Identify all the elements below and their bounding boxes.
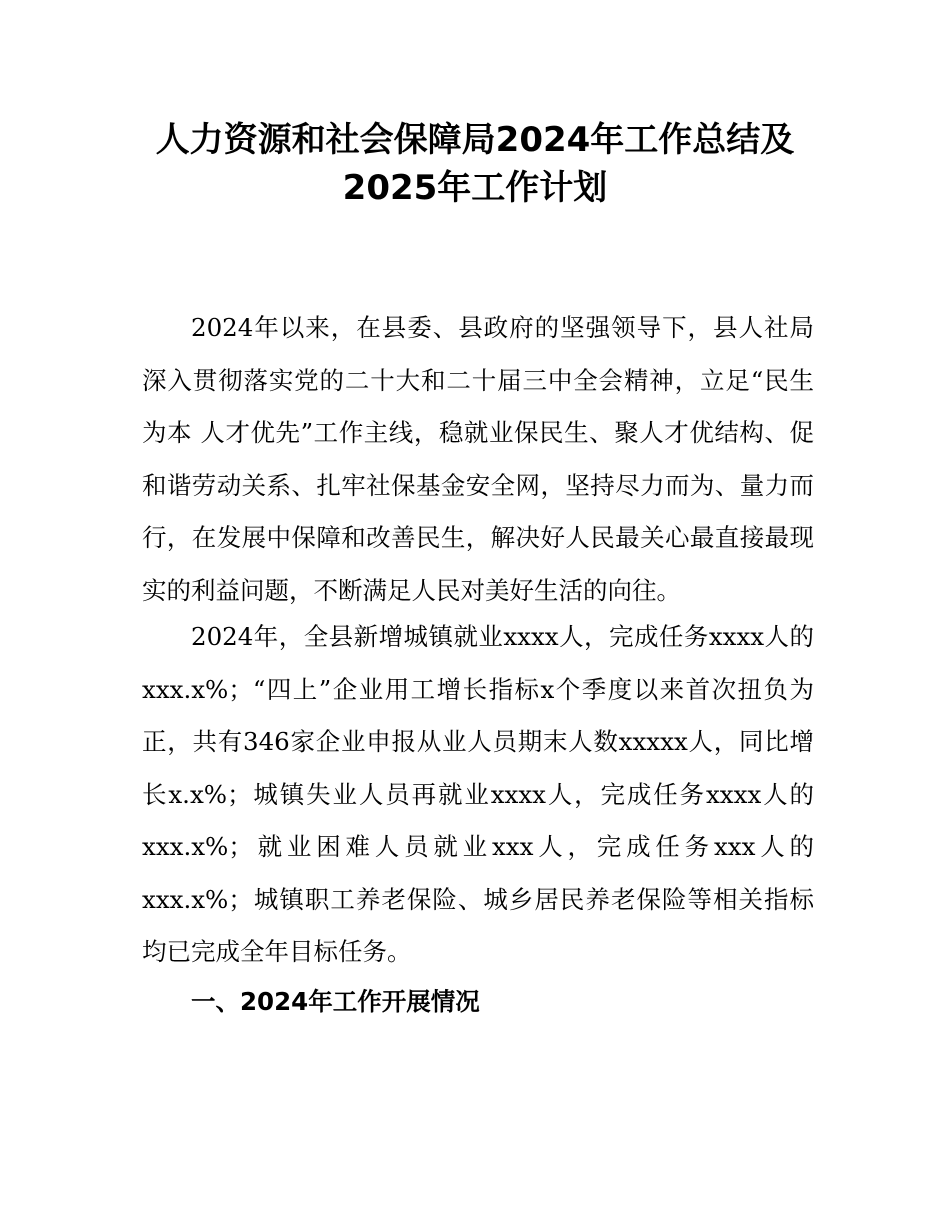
paragraph-intro: 2024年以来，在县委、县政府的坚强领导下，县人社局深入贯彻落实党的二十大和二十届三中全会精神，立足“民生为本 人才优先”工作主线，稳就业保民生、聚人才优结构、促和谐劳动关系、扎牢社保基金安全网，坚持尽力而为、量力而行，在发展中保障和改善民生，解决好人民最关心最直接最现实的利益问题，不断满足人民对美好生活的向往。 xyxy=(142,313,814,605)
document-title-line-2: 2025年工作计划 xyxy=(342,168,608,208)
document-title-line-1: 人力资源和社会保障局2024年工作总结及 xyxy=(155,120,795,160)
section-heading: 一、2024年工作开展情况 xyxy=(191,987,480,1016)
paragraph-statistics: 2024年，全县新增城镇就业xxxx人，完成任务xxxx人的xxx.x%；“四上”企业用工增长指标x个季度以来首次扭负为正，共有346家企业申报从业人员期末人数xxxxx人，同比增长x.x%；城镇失业人员再就业xxxx人，完成任务xxxx人的xxx.x%；就业困难人员就业xxx人，完成任务xxx人的xxx.x%；城镇职工养老保险、城乡居民养老保险等相关指标均已完成全年目标任务。 xyxy=(142,622,814,966)
